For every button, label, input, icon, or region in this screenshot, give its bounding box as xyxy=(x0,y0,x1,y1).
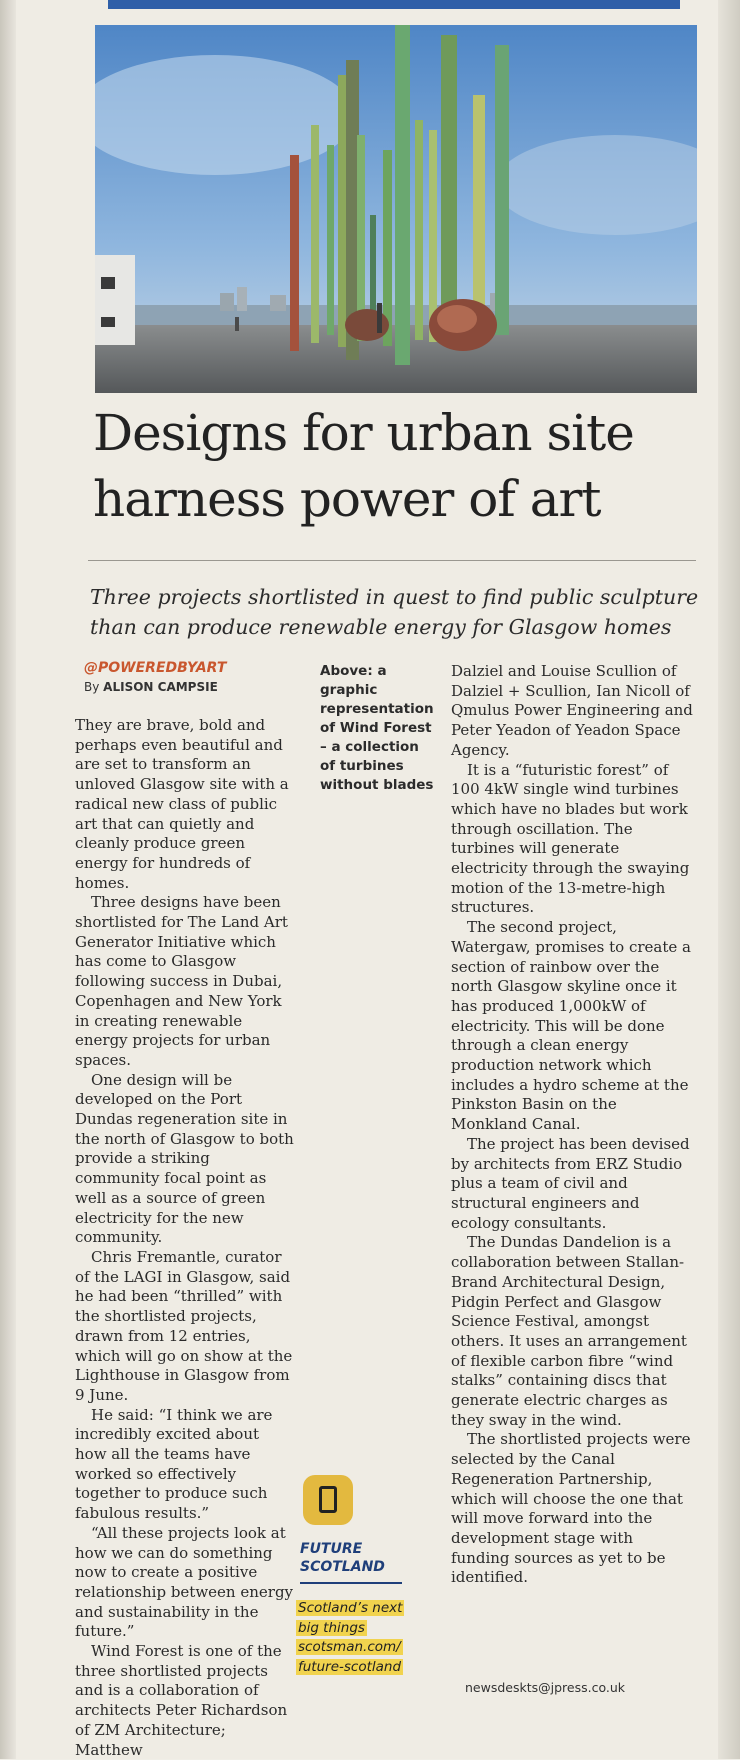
future-scotland-line1: FUTURE xyxy=(300,1541,363,1557)
byline-prefix: By xyxy=(84,680,100,694)
promo-rule xyxy=(300,1582,402,1584)
page-edge xyxy=(718,0,740,1759)
headline: Designs for urban site harness power of art xyxy=(93,404,634,528)
paragraph: Three designs have been shortlisted for The Land Art Generator Initiative which has come to Glasgow following success in Dubai, Copenhagen and New York in creating renewable energy projects for urban spaces. xyxy=(75,893,288,1069)
byline xyxy=(84,680,218,694)
standfirst: Three projects shortlisted in quest to find public sculpture than can produce renewable energy for Glasgow homes xyxy=(90,585,699,639)
paragraph: He said: “I think we are incredibly excited about how all the teams have worked so effectively together to produce such fabulous results.” xyxy=(75,1405,273,1523)
divider xyxy=(88,560,696,561)
paragraph: The project has been devised by architects from ERZ Studio plus a team of civil and structural engineers and ecology consultants. xyxy=(451,1134,690,1232)
future-scotland-line2: SCOTLAND xyxy=(300,1559,385,1575)
wind-forest-image xyxy=(95,25,697,393)
paragraph: Wind Forest is one of the three shortlisted projects and is a collaboration of architects Peter Richardson of ZM Architecture; Matthew xyxy=(75,1642,288,1759)
contact-email[interactable]: newsdeskts@jpress.co.uk xyxy=(465,1680,626,1695)
top-color-bar xyxy=(108,0,680,9)
paragraph: It is a “futuristic forest” of 100 4kW single wind turbines which have no blades but work through oscillation. The turbines will generate electricity through the swaying motion of the 13-metre-high structures. xyxy=(451,760,690,917)
tablet-screen xyxy=(319,1486,337,1513)
promo-highlight[interactable]: Scotland’s next big things scotsman.com/ future-scotland xyxy=(298,1600,403,1675)
paragraph: The shortlisted projects were selected by the Canal Regeneration Partnership, which will choose the one that will move forward into the development stage with funding sources as yet to be identified. xyxy=(451,1430,691,1587)
page-fold-shadow xyxy=(0,0,16,1759)
paragraph: Chris Fremantle, curator of the LAGI in Glasgow, said he had been “thrilled” with the shortlisted projects, drawn from 12 entries, which will go on show at the Lighthouse in Glasgow from 9 June. xyxy=(75,1247,293,1404)
future-scotland-title xyxy=(300,1540,404,1576)
tablet-icon xyxy=(303,1475,353,1525)
paragraph: One design will be developed on the Port Dundas regeneration site in the north of Glasgow to both provide a striking community focal point as well as a source of green electricity for the new community. xyxy=(75,1070,294,1247)
paragraph: The Dundas Dandelion is a collaboration between Stallan-Brand Architectural Design, Pidgin Perfect and Glasgow Science Festival, amongst others. It uses an arrangement of flexible carbon fibre “wind stalks” containing discs that generate electric charges as they sway in the wind. xyxy=(451,1233,687,1429)
paragraph: The second project, Watergaw, promises to create a section of rainbow over the north Glasgow skyline once it has produced 1,000kW of electricity. This will be done through a clean energy production network which includes a hydro scheme at the Pinkston Basin on the Monkland Canal. xyxy=(451,918,691,1134)
image-caption: Above: a graphic representation of Wind Forest – a collection of turbines without blades xyxy=(320,663,434,793)
byline-author: ALISON CAMPSIE xyxy=(103,680,218,694)
article-column-1 xyxy=(75,716,295,1760)
article-column-3 xyxy=(451,662,696,1588)
paragraph: “All these projects look at how we can do something now to create a positive relationship between energy and sustainability in the future.” xyxy=(75,1523,294,1641)
promo-text[interactable] xyxy=(296,1599,412,1677)
paragraph: They are brave, bold and perhaps even beautiful and are set to transform an unloved Glasgow site with a radical new class of public art that can quietly and cleanly produce green energy for hundreds of homes. xyxy=(75,716,289,892)
hashtag[interactable]: @POWEREDBYART xyxy=(84,660,227,676)
paragraph: Dalziel and Louise Scullion of Dalziel + Scullion, Ian Nicoll of Qmulus Power Engineering and Peter Yeadon of Yeadon Space Agency. xyxy=(451,662,693,759)
